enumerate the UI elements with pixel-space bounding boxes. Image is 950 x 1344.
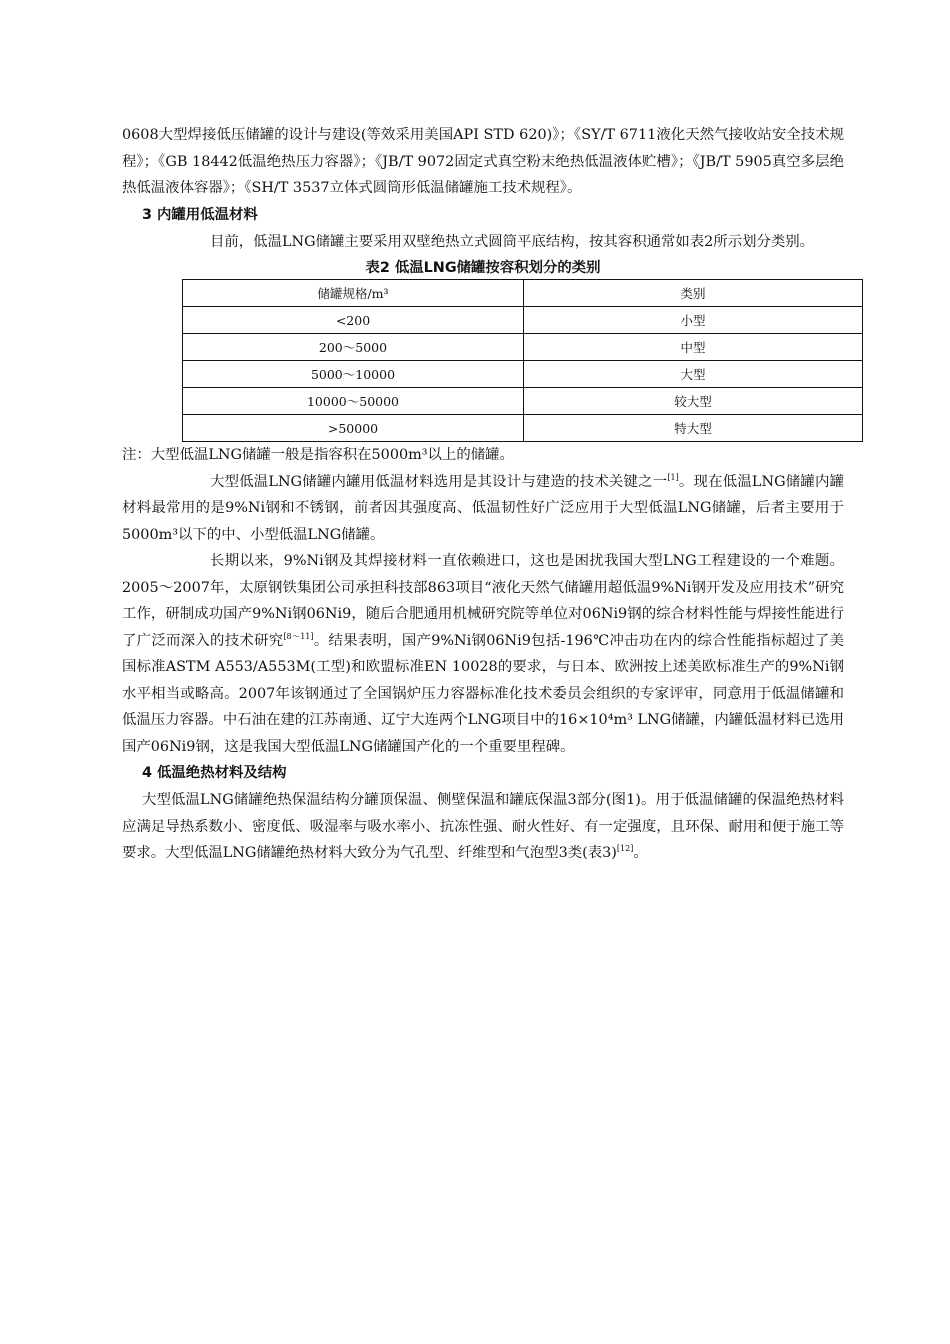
header-cell-spec: 储罐规格/m³ [183,280,524,307]
table-row [183,307,863,334]
table-cell-spec: <200 [183,307,524,334]
section-3-paragraph: 目前，低温LNG储罐主要采用双壁绝热立式圆筒平底结构，按其容积通常如表2所示划分类别。 [210,233,815,250]
table-cell-category: 大型 [524,361,863,388]
citation-ref: [12] [616,844,634,853]
section-4-text-a: 大型低温LNG储罐绝热保温结构分罐顶保温、侧壁保温和罐底保温3部分(图1)。用于低温储罐的保温绝热材料应满足导热系数小、密度低、吸湿率与吸水率小、抗冻性强、耐火性好、有一定强度，且环保、耐用和便于施工等要求。大型低温LNG储罐绝热材料大致分为气孔型、纤维型和气泡型3类(表3) [122,792,844,861]
intro-references-paragraph: 0608大型焊接低压储罐的设计与建设(等效采用美国API STD 620)》；《SY/T 6711液化天然气接收站安全技术规程》；《GB 18442低温绝热压力容器》；《JB/T 9072固定式真空粉末绝热低温液体贮槽》；《JB/T 5905真空多层绝热低温液体容器》；《SH/T 3537立体式圆筒形低温储罐施工技术规程》。 [122,127,844,196]
header-cell-category: 类别 [524,280,863,307]
table-cell-spec: 5000～10000 [183,361,524,388]
material-text-b: 。现在低温LNG储罐内罐材料最常用的是9%Ni钢和不锈钢，前者因其强度高、低温韧性好广泛应用于大型低温LNG储罐，后者主要用于5000m³以下的中、小型低温LNG储罐。 [122,473,844,543]
history-text-b: 。结果表明，国产9%Ni钢06Ni9包括-196℃冲击功在内的综合性能指标超过了美国标准ASTM A553/A553M(工型)和欧盟标准EN 10028的要求，与日本、欧洲按上述美欧标准生产的9%Ni钢水平相当或略高。2007年该钢通过了全国锅炉压力容器标准化技术委员会组织的专家评审，同意用于低温储罐和低温压力容器。中石油在建的江苏南通、辽宁大连两个LNG项目中的16×10⁴m³ LNG储罐，内罐低温材料已选用国产06Ni9钢，这是我国大型低温LNG储罐国产化的一个重要里程碑。 [122,632,845,755]
table-row [183,388,863,415]
table-2-note: 注：大型低温LNG储罐一般是指容积在5000m³以上的储罐。 [122,447,514,463]
table-2 [182,279,863,442]
table-cell-spec: 10000～50000 [183,388,524,415]
history-paragraph [122,548,844,760]
table-cell-spec: >50000 [183,415,524,442]
table-cell-category: 特大型 [524,415,863,442]
table-row [183,361,863,388]
citation-ref: [8～11] [283,631,314,641]
material-text-a: 大型低温LNG储罐内罐用低温材料选用是其设计与建造的技术关键之一 [210,473,668,490]
table-cell-spec: 200～5000 [183,334,524,361]
citation-ref: [1] [667,472,679,482]
section-4-heading: 4 低温绝热材料及结构 [142,765,287,781]
table-2-caption: 表2 低温LNG储罐按容积划分的类别 [365,260,601,276]
document-page [122,122,844,867]
table-header-row [183,280,863,307]
section-4-paragraph [122,787,844,867]
table-cell-category: 较大型 [524,388,863,415]
table-cell-category: 小型 [524,307,863,334]
material-paragraph [122,469,844,549]
table-row [183,415,863,442]
history-text-a: 长期以来，9%Ni钢及其焊接材料一直依赖进口，这也是困扰我国大型LNG工程建设的一个难题。2005～2007年，太原钢铁集团公司承担科技部863项目“液化天然气储罐用超低温9%Ni钢开发及应用技术”研究工作，研制成功国产9%Ni钢06Ni9，随后合肥通用机械研究院等单位对06Ni9钢的综合材料性能与焊接性能进行了广泛而深入的技术研究 [122,553,844,649]
section-3-heading: 3 内罐用低温材料 [142,206,258,223]
table-row [183,334,863,361]
table-cell-category: 中型 [524,334,863,361]
section-4-text-b: 。 [633,845,648,861]
